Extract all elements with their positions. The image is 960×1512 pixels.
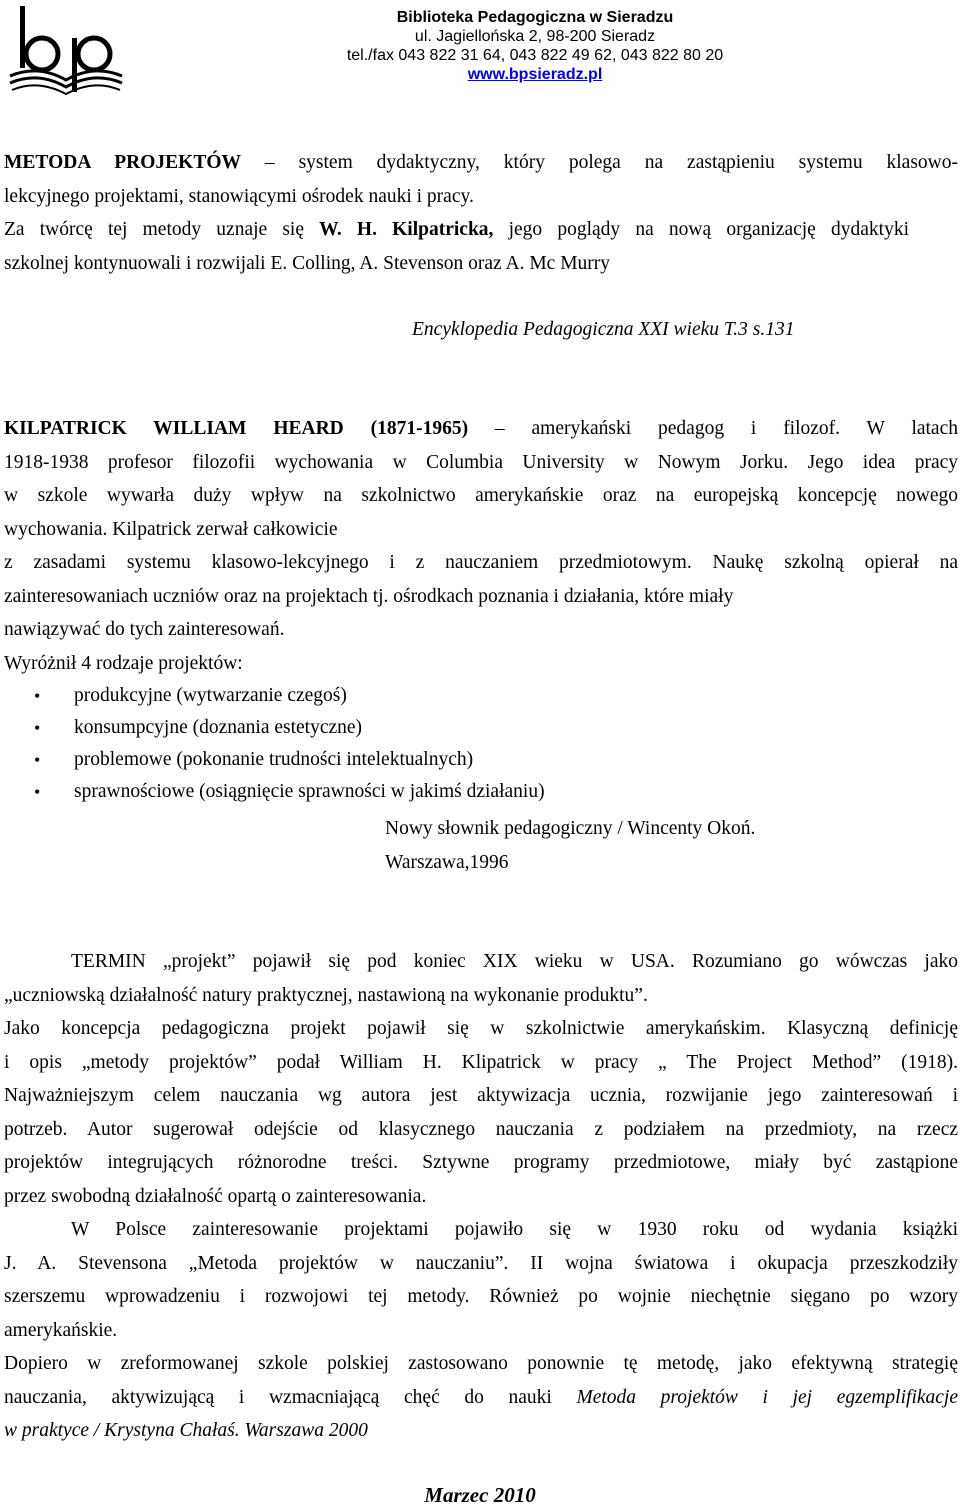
bio-line: w szkole wywarła duży wpływ na szkolnictwo amerykańskie oraz na europejską koncepcję nowego xyxy=(4,485,958,506)
book-author-citation: w praktyce / Krystyna Chałaś. Warszawa 2000 xyxy=(4,1420,368,1441)
library-address: ul. Jagiellońska 2, 98-200 Sieradz xyxy=(414,28,656,45)
creator-line: Za twórcę tej metody uznaje się W. H. Kilpatricka, jego poglądy na nową organizację dydaktyki xyxy=(4,219,909,240)
section-metoda-projektow xyxy=(4,146,958,280)
library-website-link[interactable]: www.bpsieradz.pl xyxy=(467,66,603,83)
bio-line: 1918-1938 profesor filozofii wychowania w Columbia University w Nowym Jorku. Jego idea pracy xyxy=(4,451,958,473)
text-line: J. A. Stevensona „Metoda projektów w nauczaniu”. II wojna światowa i okupacja przeszkodziły xyxy=(4,1252,958,1274)
text-line xyxy=(4,1414,958,1448)
text-line: TERMIN „projekt” pojawił się pod koniec XIX wieku w USA. Rozumiano go wówczas jako xyxy=(71,951,958,972)
followers-line: szkolnej kontynuowali i rozwijali E. Colling, A. Stevenson oraz A. Mc Murry xyxy=(4,252,611,274)
list-item: • problemowe (pokonanie trudności intelektualnych) xyxy=(4,744,958,776)
definition-line: lekcyjnego projektami, stanowiącymi ośrodek nauki i pracy. xyxy=(4,185,474,207)
text-line: Dopiero w zreformowanej szkole polskiej zastosowano ponownie tę metodę, jako efektywną strategię xyxy=(4,1353,958,1374)
text-line: amerykańskie. xyxy=(4,1319,118,1341)
definition-line: METODA PROJEKTÓW – system dydaktyczny, który polega na zastąpieniu systemu klasowo- xyxy=(4,152,958,173)
library-header xyxy=(290,8,780,84)
text-line: Jako koncepcja pedagogiczna projekt pojawił się w szkolnictwie amerykańskim. Klasyczną definicję xyxy=(4,1018,958,1039)
text-line: „uczniowską działalność natury praktycznej, nastawioną na wykonanie produktu”. xyxy=(4,984,648,1006)
library-logo xyxy=(8,4,128,104)
text-line: Najważniejszym celem nauczania wg autora jest aktywizacja ucznia, rozwijanie jego zainteresowań i xyxy=(4,1085,958,1106)
list-intro: Wyróżnił 4 rodzaje projektów: xyxy=(4,652,243,674)
text-line: przez swobodną działalność opartą o zainteresowania. xyxy=(4,1185,427,1207)
term-kilpatrick: KILPATRICK WILLIAM HEARD (1871-1965) xyxy=(4,418,469,439)
project-types-list xyxy=(4,680,958,808)
bio-line: KILPATRICK WILLIAM HEARD (1871-1965) – amerykański pedagog i filozof. W latach xyxy=(4,418,958,439)
text-line: szerszemu wprowadzeniu i rozwojowi tej metody. Również po wojnie niechętnie sięgano po wzory xyxy=(4,1286,958,1307)
list-item: • sprawnościowe (osiągnięcie sprawności w jakimś działaniu) xyxy=(4,776,958,808)
text-line: projektów integrujących różnorodne treści. Sztywne programy przedmiotowe, miały być zastąpione xyxy=(4,1152,958,1173)
section-termin-projekt xyxy=(4,945,958,1448)
bio-line: wychowania. Kilpatrick zerwał całkowicie xyxy=(4,518,338,540)
bio-line: zainteresowaniach uczniów oraz na projektach tj. ośrodkach poznania i działania, które miały xyxy=(4,585,734,607)
library-name: Biblioteka Pedagogiczna w Sieradzu xyxy=(396,9,674,26)
creator-name: W. H. Kilpatricka, xyxy=(319,219,494,240)
bio-line: z zasadami systemu klasowo-lekcyjnego i z nauczaniem przedmiotowym. Naukę szkolną opierał na xyxy=(4,552,958,573)
section-kilpatrick xyxy=(4,412,958,808)
bio-line: nawiązywać do tych zainteresowań. xyxy=(4,619,285,640)
list-item: • produkcyjne (wytwarzanie czegoś) xyxy=(4,680,958,712)
library-phone: tel./fax 043 822 31 64, 043 822 49 62, 043 822 80 20 xyxy=(346,47,724,64)
citation-slownik: Nowy słownik pedagogiczny / Wincenty Okoń. Warszawa,1996 xyxy=(385,818,756,873)
footer-date: Marzec 2010 xyxy=(424,1483,536,1507)
text-line: W Polsce zainteresowanie projektami pojawiło się w 1930 roku od wydania książki xyxy=(71,1219,958,1240)
list-item: • konsumpcyjne (doznania estetyczne) xyxy=(4,712,958,744)
text-line: nauczania, aktywizującą i wzmacniającą chęć do nauki Metoda projektów i jej egzemplifikacje xyxy=(4,1386,958,1408)
citation-encyklopedia: Encyklopedia Pedagogiczna XXI wieku T.3 s.131 xyxy=(412,319,795,340)
text-line: i opis „metody projektów” podał William H. Klipatrick w pracy „ The Project Method” (1918). xyxy=(4,1051,958,1073)
term-metoda-projektow: METODA PROJEKTÓW xyxy=(4,152,241,173)
text-line: potrzeb. Autor sugerował odejście od klasycznego nauczania z podziałem na przedmioty, na rzecz xyxy=(4,1118,958,1140)
book-title-citation: Metoda projektów i jej egzemplifikacje xyxy=(576,1386,958,1408)
